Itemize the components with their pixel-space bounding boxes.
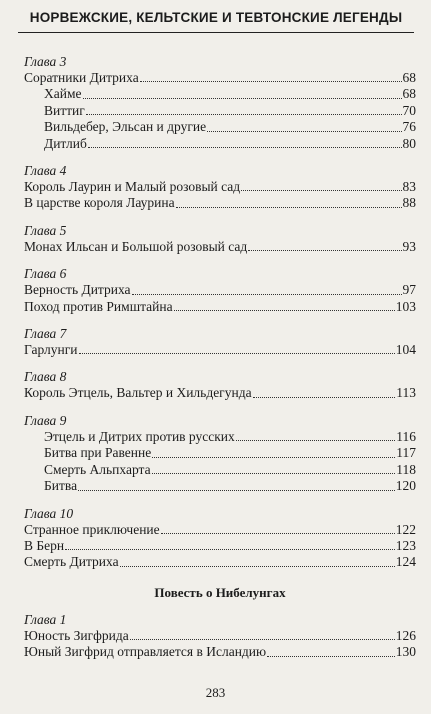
dot-leader [236, 439, 395, 441]
entry-title: В Берн [24, 537, 65, 553]
toc-entry[interactable] [24, 86, 416, 102]
entry-page-number: 83 [402, 179, 416, 195]
header-rule [18, 32, 414, 33]
dot-leader [248, 249, 401, 251]
chapter [24, 54, 416, 152]
dot-leader [78, 489, 395, 491]
dot-leader [152, 456, 395, 458]
table-of-contents [24, 54, 416, 672]
entry-page-number: 68 [402, 70, 416, 85]
dot-leader [140, 80, 402, 82]
dot-leader [86, 113, 402, 115]
chapter [24, 369, 416, 401]
dot-leader [241, 189, 401, 191]
toc-entry[interactable] [24, 538, 416, 554]
toc-entry[interactable] [24, 445, 416, 461]
entry-page-number: 126 [395, 627, 416, 643]
dot-leader [65, 548, 395, 550]
entry-page-number: 70 [402, 102, 416, 118]
entry-title: Этцель и Дитрих против русских [44, 428, 235, 444]
dot-leader [161, 532, 395, 534]
chapter-label: Глава 5 [24, 222, 67, 238]
entry-page-number: 120 [395, 478, 416, 494]
entry-title: Юность Зигфрида [24, 627, 129, 643]
dot-leader [132, 293, 402, 295]
entry-page-number: 76 [402, 119, 416, 135]
entry-title: Битва при Равенне [44, 445, 152, 461]
section-chapter-list [24, 612, 416, 661]
entry-title: Смерть Дитриха [24, 554, 119, 570]
entry-page-number: 104 [395, 342, 416, 358]
entry-title: Соратники Дитриха [24, 70, 139, 85]
chapter [24, 612, 416, 661]
entry-title: Битва [44, 478, 78, 494]
chapter [24, 266, 416, 315]
chapter-list [24, 54, 416, 571]
entry-title: Король Этцель, Вальтер и Хильдегунда [24, 385, 252, 401]
chapter [24, 326, 416, 358]
entry-title: Дитлиб [44, 135, 87, 151]
entry-title: Монах Ильсан и Большой розовый сад [24, 238, 248, 254]
entry-title: Юный Зигфрид отправляется в Исландию [24, 644, 267, 660]
toc-entry[interactable] [24, 239, 416, 255]
dot-leader [253, 396, 396, 398]
chapter-label: Глава 9 [24, 412, 67, 428]
chapter [24, 163, 416, 212]
entry-page-number: 117 [396, 445, 416, 461]
toc-entry[interactable] [24, 462, 416, 478]
dot-leader [120, 565, 395, 567]
dot-leader [176, 206, 402, 208]
entry-page-number: 103 [395, 298, 416, 314]
entry-page-number: 124 [395, 554, 416, 570]
chapter [24, 506, 416, 571]
toc-entry[interactable] [24, 299, 416, 315]
toc-entry[interactable] [24, 195, 416, 211]
dot-leader [267, 655, 395, 657]
toc-entry[interactable] [24, 644, 416, 660]
entry-title: Смерть Альпхарта [44, 461, 151, 477]
entry-page-number: 113 [396, 385, 416, 401]
dot-leader [88, 146, 402, 148]
toc-entry[interactable] [24, 522, 416, 538]
chapter-label: Глава 3 [24, 54, 67, 69]
toc-entry[interactable] [24, 136, 416, 152]
entry-page-number: 80 [402, 135, 416, 151]
chapter-label: Глава 8 [24, 369, 67, 385]
toc-entry[interactable] [24, 429, 416, 445]
dot-leader [152, 472, 396, 474]
entry-title: Поход против Римштайна [24, 298, 173, 314]
toc-entry[interactable] [24, 119, 416, 135]
entry-page-number: 116 [396, 428, 416, 444]
dot-leader [174, 309, 395, 311]
entry-title: Гарлунги [24, 342, 78, 358]
entry-page-number: 88 [402, 195, 416, 211]
entry-page-number: 97 [402, 282, 416, 298]
toc-entry[interactable] [24, 554, 416, 570]
entry-page-number: 123 [395, 537, 416, 553]
dot-leader [207, 130, 401, 132]
entry-page-number: 122 [395, 521, 416, 537]
entry-title: Верность Дитриха [24, 282, 131, 298]
dot-leader [130, 638, 395, 640]
toc-entry[interactable] [24, 342, 416, 358]
running-header: НОРВЕЖСКИЕ, КЕЛЬТСКИЕ И ТЕВТОНСКИЕ ЛЕГЕНДЫ [29, 10, 403, 25]
toc-entry[interactable] [24, 385, 416, 401]
entry-page-number: 68 [402, 86, 416, 102]
section-title: Повесть о Нибелунгах [154, 584, 286, 600]
entry-title: Хайме [44, 86, 82, 102]
chapter [24, 413, 416, 495]
toc-entry[interactable] [24, 103, 416, 119]
chapter-label: Глава 6 [24, 266, 67, 282]
page-number: 283 [205, 685, 226, 700]
entry-title: Странное приключение [24, 521, 160, 537]
toc-entry[interactable] [24, 478, 416, 494]
chapter-label: Глава 4 [24, 163, 67, 179]
chapter-label: Глава 10 [24, 505, 74, 521]
dot-leader [83, 97, 402, 99]
toc-entry[interactable] [24, 282, 416, 298]
toc-entry[interactable] [24, 179, 416, 195]
entry-title: Виттиг [44, 102, 85, 118]
chapter-label: Глава 7 [24, 326, 67, 342]
chapter-label: Глава 1 [24, 611, 67, 627]
toc-entry[interactable] [24, 628, 416, 644]
entry-page-number: 118 [396, 461, 416, 477]
entry-title: Король Лаурин и Малый розовый сад [24, 179, 241, 195]
entry-page-number: 93 [402, 238, 416, 254]
entry-title: В царстве короля Лаурина [24, 195, 175, 211]
dot-leader [79, 352, 395, 354]
chapter [24, 223, 416, 255]
entry-title: Вильдебер, Эльсан и другие [44, 119, 207, 135]
toc-entry[interactable] [24, 70, 416, 86]
entry-page-number: 130 [395, 644, 416, 660]
